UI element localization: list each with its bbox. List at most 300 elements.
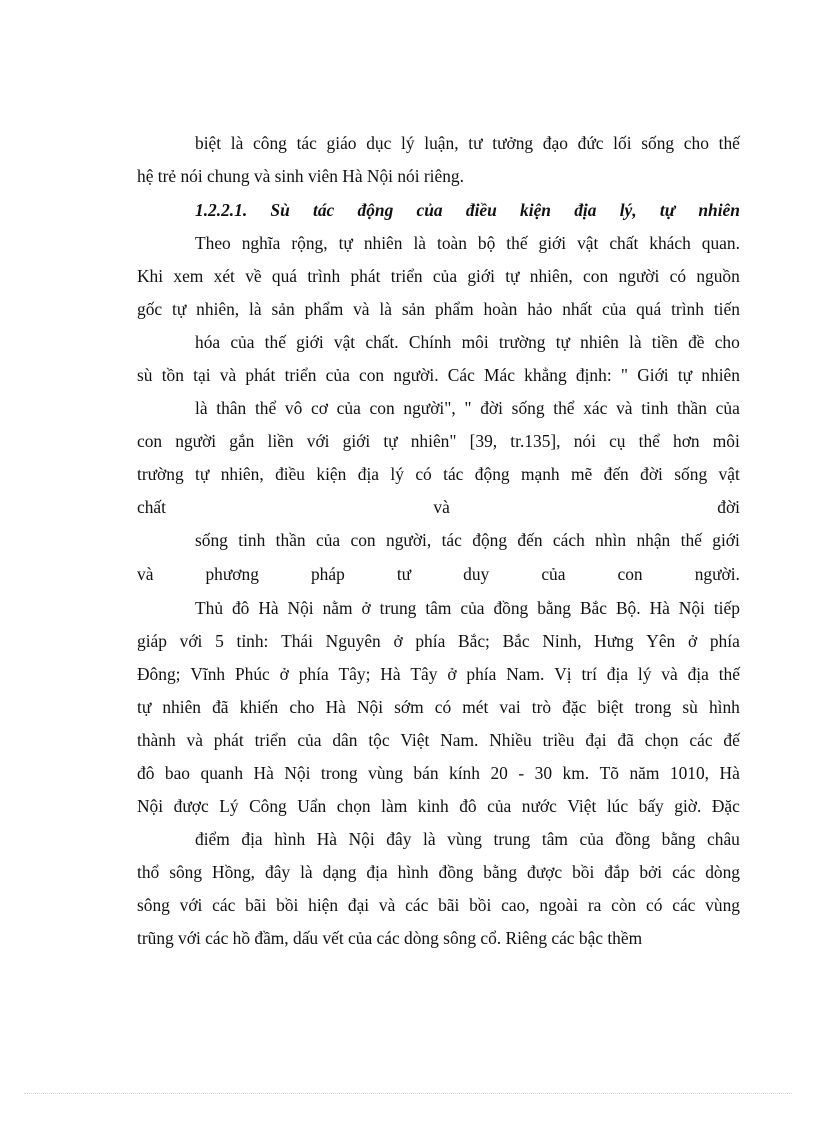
word: được xyxy=(527,862,563,882)
word: quanh xyxy=(200,763,244,783)
word: địa xyxy=(574,200,597,220)
word: tác xyxy=(441,530,462,550)
word: dạng xyxy=(322,862,357,882)
word: hiện xyxy=(308,895,339,915)
word: Hồng, xyxy=(212,862,256,882)
word: Khi xyxy=(137,266,164,286)
page-bottom-divider xyxy=(24,1093,792,1094)
word: con xyxy=(369,398,395,418)
text-line xyxy=(137,563,740,585)
word: các xyxy=(689,730,713,750)
word: điều xyxy=(465,200,497,220)
word: Tây xyxy=(410,664,438,684)
word: thế xyxy=(718,664,740,684)
word: kính xyxy=(449,763,480,783)
word: bãi xyxy=(245,895,267,915)
word: tiền xyxy=(651,332,678,352)
word: trường xyxy=(498,332,546,352)
word: thân xyxy=(216,398,247,418)
word: nhiên, xyxy=(220,464,264,484)
word: phát xyxy=(350,266,381,286)
word: trung xyxy=(493,829,531,849)
text-line xyxy=(195,597,740,619)
word: bằng xyxy=(483,862,518,882)
word: sù xyxy=(137,365,153,385)
word: phương xyxy=(205,564,259,584)
word: lý xyxy=(390,464,404,484)
word: các xyxy=(212,895,236,915)
word: vật xyxy=(333,332,356,352)
word: 5 xyxy=(215,631,224,651)
word: tự xyxy=(383,431,398,451)
word: tinh xyxy=(238,530,266,550)
word: giới xyxy=(296,332,324,352)
word: con xyxy=(359,365,385,385)
word: tưởng xyxy=(492,133,534,153)
word: triển xyxy=(254,730,287,750)
word: con xyxy=(583,266,609,286)
word: hình xyxy=(708,697,740,717)
text-line xyxy=(137,729,740,751)
word: hóa xyxy=(195,332,221,352)
word: tiếp xyxy=(713,598,740,618)
word: phía xyxy=(298,664,329,684)
word: sống xyxy=(511,398,545,418)
word: thể xyxy=(638,431,660,451)
word: đã xyxy=(212,697,229,717)
text-line xyxy=(137,795,740,817)
text-line xyxy=(137,861,740,883)
word: triển xyxy=(284,365,317,385)
word: trình xyxy=(307,266,341,286)
word: nhìn xyxy=(595,530,627,550)
word: sản xyxy=(271,299,295,319)
word: vùng xyxy=(705,895,740,915)
word: Vị xyxy=(554,664,572,684)
word: sống xyxy=(195,530,228,550)
word: Hưng xyxy=(594,631,634,651)
word: địa xyxy=(606,664,629,684)
word: ở xyxy=(393,631,403,651)
word: quá xyxy=(271,266,298,286)
word: vô xyxy=(284,398,303,418)
word: triển xyxy=(390,266,423,286)
word: 1.2.2.1. xyxy=(195,200,248,220)
word: thể xyxy=(254,398,277,418)
text-line xyxy=(137,265,740,287)
text-line xyxy=(137,298,740,320)
word: xác xyxy=(583,398,608,418)
word: luận, xyxy=(424,133,459,153)
text-line xyxy=(137,894,740,916)
word: và xyxy=(186,730,203,750)
word: tác xyxy=(443,464,464,484)
word: con xyxy=(617,564,643,584)
text-line xyxy=(137,364,740,386)
word: Nội xyxy=(678,598,705,618)
word: người. xyxy=(694,564,740,584)
word: trường xyxy=(137,464,184,484)
word: cụ xyxy=(609,431,626,451)
word: tự xyxy=(195,464,210,484)
word: Chính xyxy=(408,332,452,352)
word: môi xyxy=(461,332,489,352)
word: nguồn xyxy=(696,266,740,286)
word: lối xyxy=(613,133,632,153)
word: con xyxy=(350,530,376,550)
word: điều xyxy=(275,464,306,484)
word: tự xyxy=(677,365,693,385)
word: phẩm xyxy=(304,299,344,319)
word: của xyxy=(336,398,361,418)
word: Nội xyxy=(356,697,384,717)
word: kiện xyxy=(316,464,347,484)
word: bồi xyxy=(276,895,299,915)
word: tinh xyxy=(641,398,669,418)
word: điểm xyxy=(195,829,230,849)
word: hình xyxy=(274,829,306,849)
word: nhiên, xyxy=(529,266,573,286)
word: đô xyxy=(459,796,477,816)
word: đắp xyxy=(604,862,630,882)
word: nằm xyxy=(322,598,353,618)
word: Yên xyxy=(646,631,676,651)
word: km. xyxy=(562,763,590,783)
word: Đặc xyxy=(711,796,740,816)
word: cho xyxy=(289,697,315,717)
word: động xyxy=(357,200,394,220)
word: gốc xyxy=(137,299,163,319)
word: Phúc xyxy=(235,664,270,684)
word: 1010, xyxy=(669,763,710,783)
word: đại xyxy=(585,730,607,750)
word: tự xyxy=(555,332,570,352)
word: và xyxy=(219,365,237,385)
word: Hà xyxy=(253,763,274,783)
word: năm xyxy=(629,763,660,783)
word: tư xyxy=(468,133,483,153)
word: Bắc xyxy=(502,631,530,651)
word: tự xyxy=(659,200,676,220)
word: với xyxy=(179,631,203,651)
word: là xyxy=(195,398,208,418)
word: đặc xyxy=(562,697,587,717)
word: về xyxy=(245,266,262,286)
word: ở xyxy=(279,664,289,684)
word: ngoài xyxy=(539,895,579,915)
word: và xyxy=(137,564,154,584)
word: " xyxy=(620,365,628,385)
word: và xyxy=(661,664,678,684)
word: đô xyxy=(231,598,250,618)
word: của xyxy=(297,730,322,750)
word: đồng xyxy=(493,598,529,618)
word: của xyxy=(715,398,740,418)
word: các xyxy=(672,895,696,915)
word: Uẩn xyxy=(297,796,327,816)
word: hình xyxy=(397,862,429,882)
word: người xyxy=(175,431,217,451)
word: sống xyxy=(674,464,708,484)
word: tỉnh: xyxy=(236,631,269,651)
word: với xyxy=(179,895,203,915)
word: đời xyxy=(717,497,740,517)
word: Lý xyxy=(219,796,239,816)
text-line xyxy=(195,529,740,551)
word: Nam. xyxy=(440,730,479,750)
word: vật xyxy=(718,464,740,484)
word: [39, xyxy=(469,431,498,451)
word: người, xyxy=(386,530,432,550)
text-line xyxy=(195,828,740,850)
word: mạnh xyxy=(520,464,560,484)
word: Bộ. xyxy=(615,598,641,618)
word: Nội xyxy=(287,598,314,618)
section-heading xyxy=(195,199,740,221)
word: Hà xyxy=(316,829,338,849)
word: đế xyxy=(723,730,740,750)
word: các xyxy=(672,862,696,882)
word: xem xyxy=(173,266,204,286)
word: sớm xyxy=(394,697,424,717)
word: trò xyxy=(531,697,552,717)
word: đề xyxy=(688,332,705,352)
word: thành xyxy=(137,730,176,750)
word: bồi xyxy=(572,862,595,882)
word: kiện xyxy=(520,200,551,220)
word: Nội xyxy=(137,796,164,816)
word: đồng xyxy=(615,829,651,849)
word: Hà xyxy=(325,697,346,717)
text-line xyxy=(137,430,740,452)
word: trình xyxy=(671,299,704,319)
word: Bắc xyxy=(579,598,607,618)
word: tự xyxy=(137,697,152,717)
word: Việt xyxy=(567,796,597,816)
word: chất xyxy=(609,233,639,253)
word: của xyxy=(602,299,627,319)
word: Nguyên xyxy=(325,631,381,651)
word: người", xyxy=(403,398,456,418)
text-line xyxy=(137,496,740,518)
word: của xyxy=(316,530,341,550)
word: đã xyxy=(617,730,634,750)
word: Hà xyxy=(719,763,740,783)
word: Nam. xyxy=(506,664,545,684)
word: định: xyxy=(575,365,612,385)
word: châu xyxy=(707,829,740,849)
word: tộc xyxy=(368,730,390,750)
word: đồng xyxy=(438,862,474,882)
word: nhiên xyxy=(363,233,403,253)
word: phía xyxy=(466,664,497,684)
word: hoàn xyxy=(483,299,518,319)
word: động xyxy=(474,464,510,484)
word: Nội xyxy=(284,763,311,783)
text-line xyxy=(195,232,740,254)
word: quan. xyxy=(701,233,740,253)
word: hơn xyxy=(673,431,700,451)
word: giáo xyxy=(326,133,357,153)
word: giáp xyxy=(137,631,167,651)
word: vật xyxy=(577,233,599,253)
word: tâm xyxy=(425,598,452,618)
word: là xyxy=(629,332,642,352)
word: giới xyxy=(467,266,495,286)
word: nhất xyxy=(562,299,593,319)
word: giới xyxy=(712,530,740,550)
word: chọn xyxy=(644,730,679,750)
word: Nhiều xyxy=(489,730,532,750)
word: mét xyxy=(462,697,489,717)
word: sống xyxy=(641,133,675,153)
word: phía xyxy=(709,631,740,651)
word: sản xyxy=(401,299,426,319)
word: giới xyxy=(538,233,567,253)
word: tư xyxy=(396,564,412,584)
word: trũng với các hồ đầm, dấu vết của các dòng sông cổ. Riêng các bậc thềm xyxy=(137,928,643,948)
word: sông xyxy=(169,862,203,882)
word: Việt xyxy=(400,730,430,750)
word: ở xyxy=(687,631,698,651)
word: quá xyxy=(636,299,662,319)
word: tr.135], xyxy=(510,431,561,451)
word: Tây; xyxy=(338,664,371,684)
word: lý xyxy=(401,133,415,153)
word: nhận xyxy=(636,530,671,550)
word: Hà xyxy=(258,598,279,618)
word: cách xyxy=(552,530,585,550)
word: địa xyxy=(687,664,709,684)
word: còn xyxy=(611,895,637,915)
word: trong xyxy=(320,763,358,783)
word: hảo xyxy=(527,299,553,319)
word: thế xyxy=(680,530,702,550)
word: đời xyxy=(640,464,663,484)
word: biệt xyxy=(195,133,222,153)
word: vùng xyxy=(447,829,482,849)
word: khách xyxy=(649,233,691,253)
text-line xyxy=(137,463,740,485)
word: phía xyxy=(415,631,446,651)
word: thổ xyxy=(137,862,160,882)
text-line xyxy=(195,397,740,419)
word: phẩm xyxy=(434,299,474,319)
word: lý xyxy=(637,664,652,684)
word: nhiên" xyxy=(410,431,457,451)
word: là xyxy=(300,862,313,882)
word: Giới xyxy=(637,365,669,385)
word: cho xyxy=(683,133,709,153)
word: tự xyxy=(505,266,520,286)
word: Theo xyxy=(195,233,231,253)
word: của xyxy=(416,200,443,220)
word: phát xyxy=(245,365,276,385)
word: động xyxy=(472,530,508,550)
word: đức xyxy=(577,133,604,153)
word: tại xyxy=(193,365,211,385)
word: vai xyxy=(499,697,521,717)
word: thế xyxy=(264,332,286,352)
word: dân xyxy=(332,730,358,750)
word: nước xyxy=(521,796,557,816)
word: xét xyxy=(213,266,235,286)
word: chất xyxy=(137,497,166,517)
word: Hà xyxy=(649,598,670,618)
word: môi xyxy=(712,431,740,451)
word: có xyxy=(434,697,452,717)
word: cơ xyxy=(311,398,328,418)
word: cao, xyxy=(501,895,530,915)
text-line xyxy=(137,663,740,685)
word: ở xyxy=(447,664,457,684)
word: thần xyxy=(275,530,306,550)
word: của xyxy=(541,564,566,584)
word: của xyxy=(460,598,485,618)
text-line xyxy=(137,696,740,718)
word: Mác xyxy=(484,365,515,385)
word: đạo xyxy=(542,133,568,153)
word: trung xyxy=(379,598,417,618)
word: bởi xyxy=(639,862,663,882)
word: địa xyxy=(241,829,263,849)
word: tiến xyxy=(713,299,740,319)
word: bằng xyxy=(661,829,696,849)
word: đến xyxy=(603,464,629,484)
word: toàn xyxy=(436,233,467,253)
word: là xyxy=(413,233,426,253)
word: và xyxy=(378,895,396,915)
word: đại xyxy=(347,895,370,915)
word: giờ. xyxy=(674,796,702,816)
word: thế xyxy=(506,233,528,253)
word: Bắc; xyxy=(458,631,490,651)
word: tồn xyxy=(161,365,184,385)
word: nói xyxy=(573,431,596,451)
text-line xyxy=(137,165,464,187)
word: được xyxy=(173,796,209,816)
word: thế xyxy=(718,133,740,153)
word: - xyxy=(518,763,525,783)
word: là xyxy=(249,299,262,319)
word: 20 xyxy=(490,763,508,783)
word: pháp xyxy=(310,564,345,584)
word: của xyxy=(432,266,458,286)
word: của xyxy=(579,829,604,849)
word: đô xyxy=(137,763,155,783)
word: nhiên xyxy=(162,697,201,717)
word: của xyxy=(230,332,255,352)
word: nhiên xyxy=(698,200,740,220)
word: ra xyxy=(587,895,602,915)
word: nhiên xyxy=(580,332,619,352)
word: tự xyxy=(172,299,187,319)
word: Vĩnh xyxy=(190,664,226,684)
word: tâm xyxy=(541,829,568,849)
text-line xyxy=(195,132,740,154)
word: mẽ xyxy=(571,464,593,484)
word: hệ trẻ nói chung và sinh viên Hà Nội nói riêng. xyxy=(137,166,464,186)
word: lý, xyxy=(619,200,637,220)
word: và xyxy=(616,398,633,418)
word: làm xyxy=(381,796,408,816)
word: rộng, xyxy=(291,233,328,253)
text-line xyxy=(137,762,740,784)
word: có xyxy=(646,895,663,915)
word: là xyxy=(423,829,436,849)
word: đây xyxy=(265,862,291,882)
word: tác xyxy=(296,133,317,153)
